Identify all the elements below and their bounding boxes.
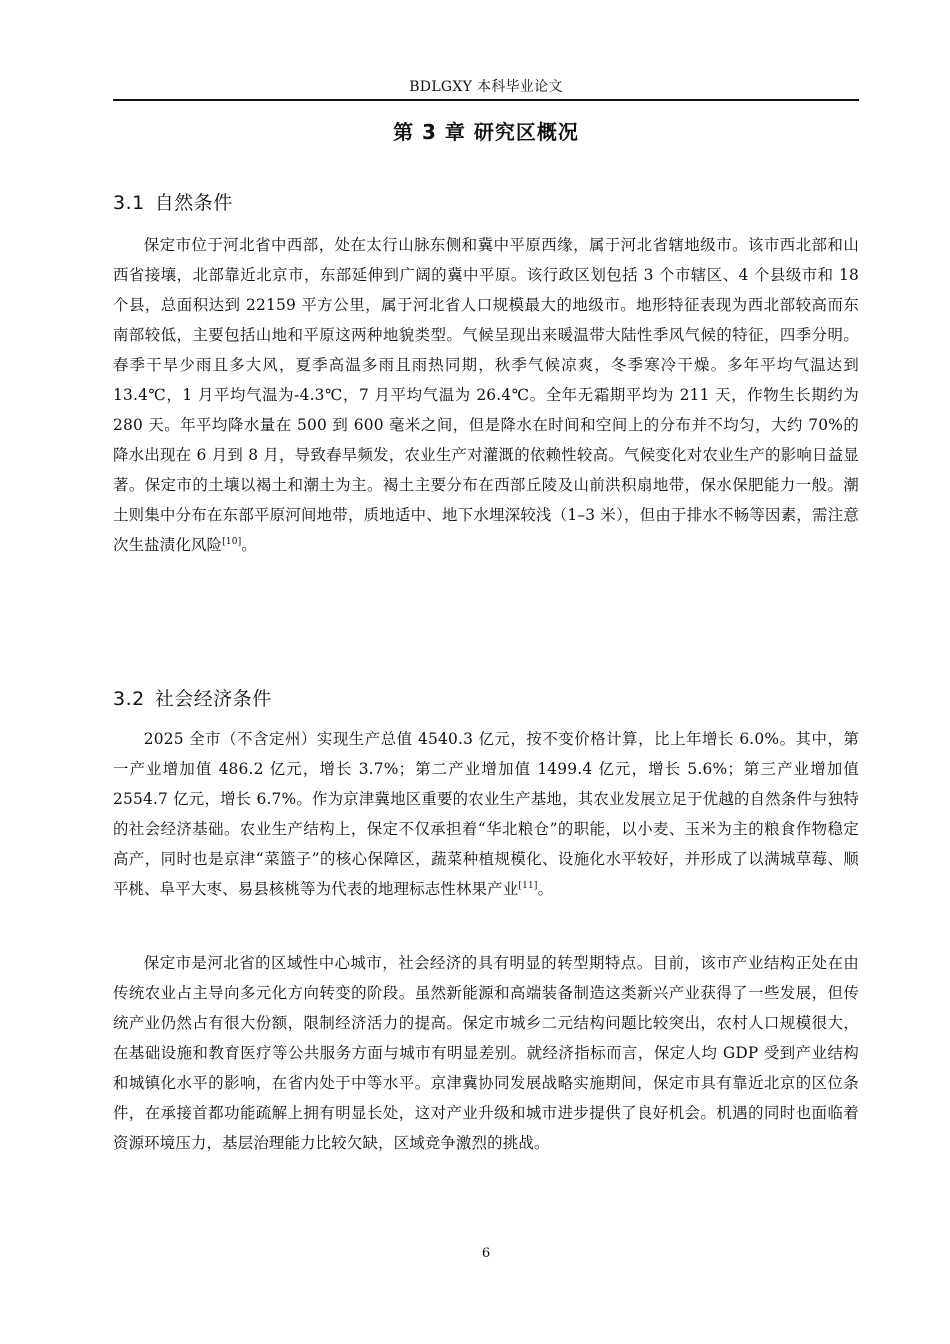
section-heading-3-2 <box>113 684 272 711</box>
section-title: 自然条件 <box>154 192 233 214</box>
running-header: BDLGXY 本科毕业论文 <box>409 79 563 95</box>
paragraph-text: 保定市位于河北省中西部，处在太行山脉东侧和冀中平原西缘，属于河北省辖地级市。该市西北部和山西省接壤，北部靠近北京市，东部延伸到广阔的冀中平原。该行政区划包括 3 个市辖区、4 个县级市和 18 个县，总面积达到 22159 平方公里，属于河北省人口规模最大的地级市。地形特征表现为西北部较高而东南部较低，主要包括山地和平原这两种地貌类型。气候呈现出来暖温带大陆性季风气候的特征，四季分明。春季干旱少雨且多大风，夏季高温多雨且雨热同期，秋季气候凉爽，冬季寒冷干燥。多年平均气温达到 13.4℃，1 月平均气温为-4.3℃，7 月平均气温为 26.4℃。全年无霜期平均为 211 天，作物生长期约为 280 天。年平均降水量在 500 到 600 毫米之间，但是降水在时间和空间上的分布并不均匀，大约 70%的降水出现在 6 月到 8 月，导致春旱频发，农业生产对灌溉的依赖性较高。气候变化对农业生产的影响日益显著。保定市的土壤以褐土和潮土为主。褐土主要分布在西部丘陵及山前洪积扇地带，保水保肥能力一般。潮土则集中分布在东部平原河间地带，质地适中、地下水埋深较浅（1–3 米），但由于排水不畅等因素，需注意次生盐渍化风险 <box>113 236 859 554</box>
citation-marker: [11] <box>518 881 538 891</box>
paragraph-text: 保定市是河北省的区域性中心城市，社会经济的具有明显的转型期特点。目前，该市产业结构正处在由传统农业占主导向多元化方向转变的阶段。虽然新能源和高端装备制造这类新兴产业获得了一些发展，但传统产业仍然占有很大份额，限制经济活力的提高。保定市城乡二元结构问题比较突出，农村人口规模很大，在基础设施和教育医疗等公共服务方面与城市有明显差别。就经济指标而言，保定人均 GDP 受到产业结构和城镇化水平的影响，在省内处于中等水平。京津冀协同发展战略实施期间，保定市具有靠近北京的区位条件，在承接首都功能疏解上拥有明显长处，这对产业升级和城市进步提供了良好机会。机遇的同时也面临着资源环境压力，基层治理能力比较欠缺，区域竞争激烈的挑战 <box>113 954 859 1152</box>
paragraph-ending: 。 <box>241 536 258 554</box>
paragraph-natural-conditions <box>113 230 859 560</box>
chapter-title: 第 3 章 研究区概况 <box>393 120 579 144</box>
citation-marker: [10] <box>222 537 242 547</box>
section-number: 3.2 <box>113 688 145 710</box>
section-number: 3.1 <box>113 192 145 214</box>
paragraph-ending: 。 <box>537 880 554 898</box>
page-number: 6 <box>481 1246 491 1261</box>
paragraph-text: 2025 全市（不含定州）实现生产总值 4540.3 亿元，按不变价格计算，比上年增长 6.0%。其中，第一产业增加值 486.2 亿元，增长 3.7%；第二产业增加值 1499.4 亿元，增长 5.6%；第三产业增加值 2554.7 亿元，增长 6.7%。作为京津冀地区重要的农业生产基地，其农业发展立足于优越的自然条件与独特的社会经济基础。农业生产结构上，保定不仅承担着“华北粮仓”的职能，以小麦、玉米为主的粮食作物稳定高产，同时也是京津“菜篮子”的核心保障区，蔬菜种植规模化、设施化水平较好，并形成了以满城草莓、顺平桃、阜平大枣、易县核桃等为代表的地理标志性林果产业 <box>113 730 859 898</box>
paragraph-economy-transition <box>113 948 859 1158</box>
header-rule <box>113 99 859 101</box>
section-heading-3-1 <box>113 188 233 215</box>
section-title: 社会经济条件 <box>154 688 272 710</box>
paragraph-ending: 。 <box>533 1134 550 1152</box>
paragraph-economy-overview <box>113 724 859 904</box>
